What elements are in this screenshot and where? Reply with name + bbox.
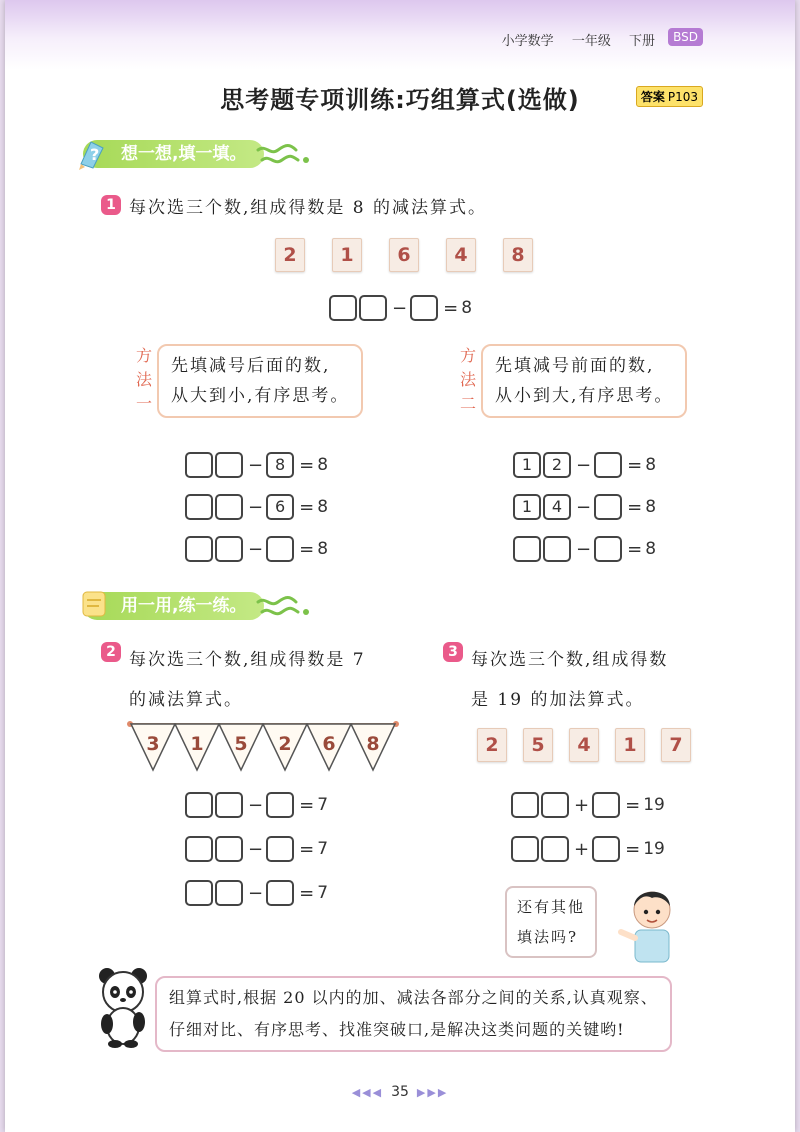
equation-result: 7 xyxy=(317,795,329,815)
equation-template-q1 xyxy=(329,295,472,321)
filled-box: 1 xyxy=(513,452,541,478)
equation-result: 7 xyxy=(317,839,329,859)
page-number: 35 xyxy=(391,1084,409,1100)
filled-box: 6 xyxy=(266,494,294,520)
tip-line2: 仔细对比、有序思考、找准突破口,是解决这类问题的关键哟! xyxy=(169,1020,625,1039)
equation-result: 8 xyxy=(645,539,657,559)
method-1-line1: 先填减号后面的数, xyxy=(171,356,331,376)
minus-sign: − xyxy=(248,454,264,476)
plus-sign: + xyxy=(574,794,590,816)
question-3-line2: 是 19 的加法算式。 xyxy=(471,690,645,710)
answer-box[interactable] xyxy=(185,792,213,818)
tip-line1: 组算式时,根据 20 以内的加、减法各部分之间的关系,认真观察、 xyxy=(169,988,658,1007)
answer-box[interactable] xyxy=(185,536,213,562)
number-card: 1 xyxy=(332,238,362,272)
equation-row xyxy=(513,452,656,478)
equation-row xyxy=(513,536,656,562)
number-cards-q1 xyxy=(275,238,533,272)
answer-box[interactable] xyxy=(185,836,213,862)
page-footer xyxy=(5,1084,795,1100)
equation-result: 8 xyxy=(461,298,473,318)
equals-sign: = xyxy=(299,838,315,860)
speech-bubble xyxy=(505,886,597,958)
answer-box[interactable] xyxy=(329,295,357,321)
equation-row xyxy=(511,836,665,862)
equals-sign: = xyxy=(299,496,315,518)
equation-result: 8 xyxy=(317,539,329,559)
answer-box[interactable] xyxy=(215,536,243,562)
header-subject: 小学数学 xyxy=(501,34,554,49)
equation-row xyxy=(513,494,656,520)
question-3-line1: 每次选三个数,组成得数 xyxy=(471,650,669,670)
equation-row xyxy=(185,880,328,906)
answer-box[interactable] xyxy=(541,792,569,818)
minus-sign: − xyxy=(248,538,264,560)
workbook-page xyxy=(5,0,795,1132)
minus-sign: − xyxy=(248,496,264,518)
answer-box[interactable] xyxy=(185,452,213,478)
section-header-think xyxy=(83,140,264,168)
section-header-practice xyxy=(83,592,264,620)
equation-row xyxy=(185,536,328,562)
answer-box[interactable] xyxy=(594,536,622,562)
number-card: 4 xyxy=(446,238,476,272)
publisher-badge: BSD xyxy=(668,28,703,46)
answer-box[interactable] xyxy=(543,536,571,562)
number-cards-q3 xyxy=(477,728,691,762)
number-card: 8 xyxy=(503,238,533,272)
question-number-3: 3 xyxy=(443,642,463,662)
method-1-equations xyxy=(185,452,328,562)
number-card: 2 xyxy=(275,238,305,272)
equation-row xyxy=(185,836,328,862)
answer-box[interactable] xyxy=(185,880,213,906)
question-number-1: 1 xyxy=(101,195,121,215)
equals-sign: = xyxy=(299,794,315,816)
method-label-char: 方 xyxy=(459,346,476,365)
answer-box[interactable] xyxy=(215,792,243,818)
equals-sign: = xyxy=(627,538,643,560)
right-arrows-icon: ▶▶▶ xyxy=(416,1086,449,1099)
pennant-number: 3 xyxy=(146,733,160,755)
number-card: 4 xyxy=(569,728,599,762)
equals-sign: = xyxy=(299,882,315,904)
answer-box[interactable] xyxy=(266,880,294,906)
header-grade: 一年级 xyxy=(571,34,611,49)
question-1-text: 每次选三个数,组成得数是 8 的减法算式。 xyxy=(129,198,488,218)
plus-sign: + xyxy=(574,838,590,860)
answer-box[interactable] xyxy=(410,295,438,321)
equation-result: 19 xyxy=(643,795,665,815)
method-label-char: 法 xyxy=(135,370,152,389)
section2-label: 用一用,练一练。 xyxy=(121,596,247,616)
question-2-line2: 的减法算式。 xyxy=(129,690,243,710)
answer-box[interactable] xyxy=(359,295,387,321)
equation-row xyxy=(185,494,328,520)
question-2-line1: 每次选三个数,组成得数是 7 xyxy=(129,650,366,670)
number-card: 1 xyxy=(615,728,645,762)
answer-box[interactable] xyxy=(215,880,243,906)
filled-box: 1 xyxy=(513,494,541,520)
header-volume: 下册 xyxy=(628,34,655,49)
question-pencil-icon xyxy=(77,134,111,170)
answer-box[interactable] xyxy=(215,452,243,478)
question-3-text xyxy=(471,640,668,720)
equals-sign: = xyxy=(625,838,641,860)
answer-box[interactable] xyxy=(511,836,539,862)
equals-sign: = xyxy=(627,454,643,476)
equals-sign: = xyxy=(625,794,641,816)
method-2-bubble xyxy=(481,344,687,418)
method-label-char: 方 xyxy=(135,346,152,365)
bubble-line1: 还有其他 xyxy=(517,898,586,916)
answer-box[interactable] xyxy=(594,494,622,520)
minus-sign: − xyxy=(248,838,264,860)
method-1-bubble xyxy=(157,344,363,418)
answer-box[interactable] xyxy=(215,494,243,520)
page-title: 思考题专项训练:巧组算式(选做) xyxy=(220,86,580,114)
equation-row xyxy=(185,452,328,478)
answer-box[interactable] xyxy=(215,836,243,862)
panda-icon xyxy=(93,964,153,1048)
answer-box[interactable] xyxy=(266,836,294,862)
filled-box: 2 xyxy=(543,452,571,478)
bubble-line2: 填法吗? xyxy=(517,928,579,946)
method-label-char: 法 xyxy=(459,370,476,389)
filled-box: 8 xyxy=(266,452,294,478)
method-2-equations xyxy=(513,452,656,562)
answer-box[interactable] xyxy=(511,792,539,818)
answer-box[interactable] xyxy=(592,836,620,862)
equation-result: 8 xyxy=(645,497,657,517)
equation-result: 8 xyxy=(645,455,657,475)
minus-sign: − xyxy=(248,882,264,904)
method-2-label xyxy=(457,344,479,416)
pennant-number: 6 xyxy=(322,733,336,755)
answer-box[interactable] xyxy=(541,836,569,862)
minus-sign: − xyxy=(576,496,592,518)
answer-box[interactable] xyxy=(266,792,294,818)
minus-sign: − xyxy=(392,297,408,319)
answer-box[interactable] xyxy=(185,494,213,520)
method-label-char: 一 xyxy=(135,394,152,413)
number-card: 5 xyxy=(523,728,553,762)
left-arrows-icon: ◀◀◀ xyxy=(351,1086,384,1099)
minus-sign: − xyxy=(576,538,592,560)
answer-box[interactable] xyxy=(513,536,541,562)
tip-box xyxy=(155,976,672,1052)
equation-result: 8 xyxy=(317,497,329,517)
equals-sign: = xyxy=(443,297,459,319)
boy-character-icon xyxy=(617,880,687,964)
pennant-number: 5 xyxy=(234,733,248,755)
method-1-line2: 从大到小,有序思考。 xyxy=(171,386,350,406)
equals-sign: = xyxy=(299,454,315,476)
question-number-2: 2 xyxy=(101,642,121,662)
squiggle-decoration-icon xyxy=(256,596,310,618)
equals-sign: = xyxy=(299,538,315,560)
filled-box: 4 xyxy=(543,494,571,520)
method-2-line1: 先填减号前面的数, xyxy=(495,356,655,376)
answer-box[interactable] xyxy=(592,792,620,818)
number-card: 7 xyxy=(661,728,691,762)
answer-box[interactable] xyxy=(266,536,294,562)
section1-label: 想一想,填一填。 xyxy=(121,144,247,164)
pennant-number: 1 xyxy=(190,733,204,755)
equation-row xyxy=(511,792,665,818)
pennant-number: 2 xyxy=(278,733,292,755)
equation-row xyxy=(185,792,328,818)
page-header xyxy=(488,30,655,49)
minus-sign: − xyxy=(248,794,264,816)
method-label-char: 二 xyxy=(459,394,476,413)
svg-text:?: ? xyxy=(90,145,100,164)
method-2-line2: 从小到大,有序思考。 xyxy=(495,386,674,406)
answer-page: P103 xyxy=(667,90,698,104)
equation-result: 8 xyxy=(317,455,329,475)
equation-result: 7 xyxy=(317,883,329,903)
answer-label: 答案 xyxy=(640,90,665,104)
equals-sign: = xyxy=(627,496,643,518)
pennant-banner xyxy=(127,718,399,774)
answer-reference xyxy=(636,86,703,107)
pennant-number: 8 xyxy=(366,733,380,755)
method-1-label xyxy=(133,344,155,416)
squiggle-decoration-icon xyxy=(256,144,310,166)
minus-sign: − xyxy=(576,454,592,476)
equation-result: 19 xyxy=(643,839,665,859)
pencil-note-icon xyxy=(77,586,111,622)
question-2-text xyxy=(129,640,366,720)
number-card: 6 xyxy=(389,238,419,272)
q2-equations xyxy=(185,792,328,906)
answer-box[interactable] xyxy=(594,452,622,478)
q3-equations xyxy=(511,792,665,862)
number-card: 2 xyxy=(477,728,507,762)
